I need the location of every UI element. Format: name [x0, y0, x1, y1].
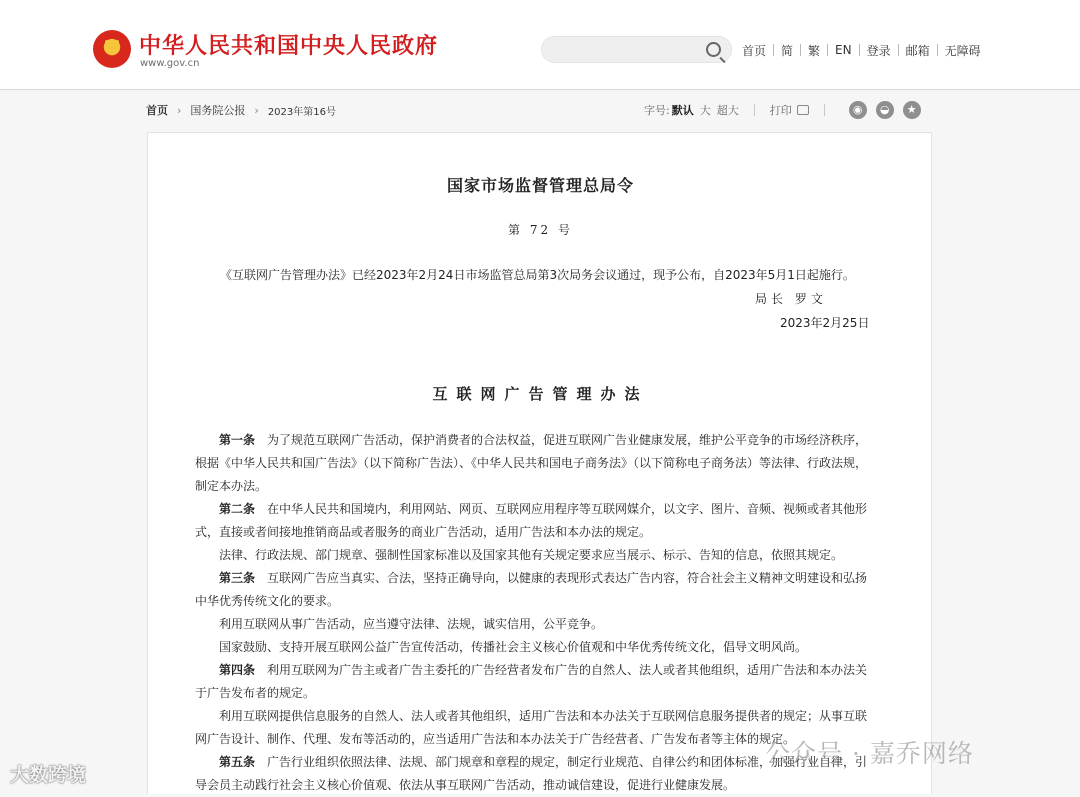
signer: 局长 罗文 [755, 292, 827, 306]
breadcrumb-issue[interactable]: 2023年第16号 [267, 106, 336, 118]
article-paragraph: 第二条 在中华人民共和国境内，利用网站、网页、互联网应用程序等互联网媒介，以文字、图片、音频、视频或者其他形式，直接或者间接地推销商品或者服务的商业广告活动，适用广告法和本办法的规定。 [195, 502, 868, 539]
order-number: 第 72 号 [508, 223, 573, 237]
article-paragraph: 第一条 为了规范互联网广告活动，保护消费者的合法权益，促进互联网广告业健康发展，维护公平竞争的市场经济秩序，根据《中华人民共和国广告法》（以下简称广告法）、《中华人民共和国电子商务法》（以下简称电子商务法）等法律、行政法规，制定本办法。 [195, 433, 868, 493]
nav-divider [827, 44, 828, 56]
nav-mail[interactable]: 邮箱 [905, 43, 930, 58]
search-input[interactable] [541, 36, 732, 63]
nav-accessibility[interactable]: 无障碍 [944, 43, 981, 58]
site-header [0, 0, 1080, 90]
article-paragraph: 第五条 广告行业组织依照法律、法规、部门规章和章程的规定，制定行业规范、自律公约和团体标准，加强行业自律，引导会员主动践行社会主义核心价值观、依法从事互联网广告活动，推动诚信建设，促进行业健康发展。 [195, 755, 868, 792]
breadcrumb-home[interactable]: 首页 [146, 104, 168, 117]
nav-english[interactable]: EN [835, 43, 852, 57]
announcement-text: 《互联网广告管理办法》已经2023年2月24日市场监管总局第3次局务会议通过，现予公布，自2023年5月1日起施行。 [220, 268, 855, 282]
site-title[interactable]: 中华人民共和国中央人民政府 [139, 34, 439, 59]
top-nav [742, 42, 981, 58]
nav-home[interactable]: 首页 [742, 43, 767, 58]
article-paragraph: 第三条 互联网广告应当真实、合法，坚持正确导向，以健康的表现形式表达广告内容，符合社会主义精神文明建设和弘扬中华优秀传统文化的要求。 [195, 571, 868, 608]
national-emblem-icon[interactable] [93, 30, 131, 68]
search-icon[interactable] [706, 42, 721, 57]
weibo-share-icon[interactable]: ◉ [849, 101, 867, 119]
breadcrumb [146, 101, 336, 119]
font-size-label: 字号: [644, 104, 670, 117]
watermark-right: 公众号 · 嘉乔网络 [765, 739, 974, 768]
nav-simplified[interactable]: 简 [781, 43, 794, 58]
nav-login[interactable]: 登录 [866, 43, 891, 58]
wechat-share-icon[interactable]: ◒ [876, 101, 894, 119]
article-paragraph: 国家鼓励、支持开展互联网公益广告宣传活动，传播社会主义核心价值观和中华优秀传统文化，倡导文明风尚。 [219, 640, 808, 654]
toolbar-divider [754, 104, 755, 116]
watermark-left: 大数跨境 [10, 764, 87, 786]
font-size-large[interactable]: 大 [699, 104, 711, 117]
sign-date: 2023年2月25日 [780, 316, 870, 330]
nav-divider [898, 44, 899, 56]
measures-title: 互联网广告管理办法 [432, 385, 649, 403]
article-paragraph: 法律、行政法规、部门规章、强制性国家标准以及国家其他有关规定要求应当展示、标示、告知的信息，依照其规定。 [219, 548, 844, 562]
nav-divider [859, 44, 860, 56]
print-button[interactable]: 打印 [769, 104, 792, 117]
document-panel [147, 132, 932, 794]
nav-divider [800, 44, 801, 56]
document-title: 国家市场监督管理总局令 [446, 176, 634, 195]
nav-divider [937, 44, 938, 56]
print-icon[interactable] [797, 105, 809, 115]
font-size-xlarge[interactable]: 超大 [716, 104, 739, 117]
article-paragraph: 利用互联网从事广告活动，应当遵守法律、法规，诚实信用，公平竞争。 [219, 617, 604, 631]
nav-divider [773, 44, 774, 56]
toolbar-divider [824, 104, 825, 116]
chevron-right-icon: › [177, 103, 182, 117]
article-toolbar [644, 101, 921, 119]
nav-traditional[interactable]: 繁 [808, 43, 821, 58]
article-paragraph: 利用互联网提供信息服务的自然人、法人或者其他组织，适用广告法和本办法关于互联网信息服务提供者的规定；从事互联网广告设计、制作、代理、发布等活动的，应当适用广告法和本办法关于广告经营者、广告发布者等主体的规定。 [195, 709, 868, 746]
favorite-star-icon[interactable]: ★ [903, 101, 921, 119]
chevron-right-icon: › [254, 103, 259, 117]
article-paragraph: 第四条 利用互联网为广告主或者广告主委托的广告经营者发布广告的自然人、法人或者其他组织，适用广告法和本办法关于广告发布者的规定。 [195, 663, 868, 700]
breadcrumb-section[interactable]: 国务院公报 [190, 104, 246, 117]
site-url: www.gov.cn [140, 58, 200, 69]
font-size-default[interactable]: 默认 [671, 104, 694, 117]
